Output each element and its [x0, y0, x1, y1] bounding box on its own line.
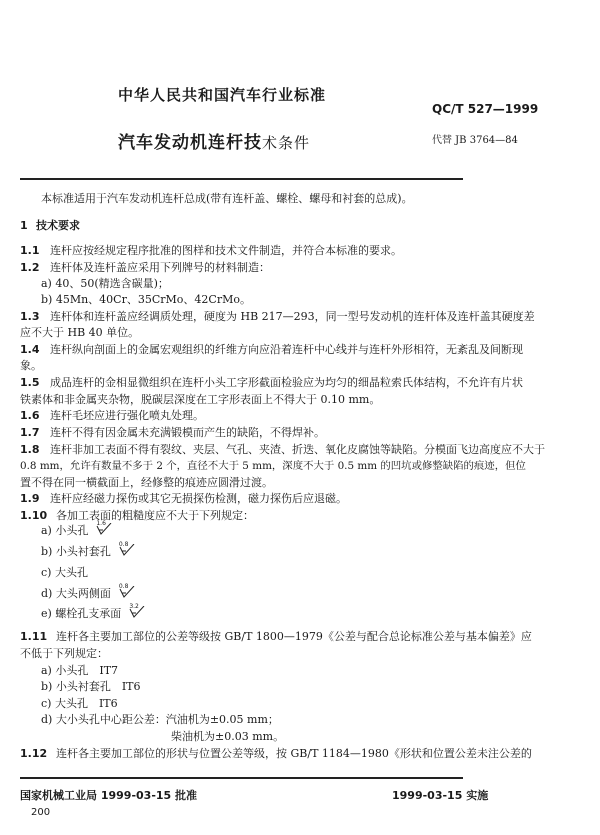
clause-1-3-cont: 应不大于 HB 40 单位。 [20, 326, 140, 339]
roughness-item [41, 541, 135, 559]
clause-number: 1.11 [20, 630, 48, 643]
clause-1-9 [20, 492, 347, 506]
clause-number: 1.1 [20, 244, 40, 257]
clause-1-11-b: b) 小头衬套孔 IT6 [41, 680, 141, 693]
clause-text: 连杆体和连杆盖应经调质处理，硬度为 HB 217—293，同一型号发动机的连杆体及连杆盖其硬度差 [50, 310, 535, 323]
roughness-value: 0.8 [118, 583, 129, 590]
standard-org-heading: 中华人民共和国汽车行业标准 [118, 86, 327, 104]
clause-text: 连杆应按经规定程序批准的图样和技术文件制造，并符合本标准的要求。 [50, 244, 402, 257]
title-bold: 汽车发动机连杆技 [118, 133, 262, 153]
clause-text: 连杆体及连杆盖应采用下列牌号的材料制造： [50, 261, 270, 274]
roughness-item-label: b) 小头衬套孔 [41, 545, 111, 558]
clause-1-11-d: d) 大小头孔中心距公差：汽油机为±0.05 mm； [41, 713, 279, 726]
roughness-item [41, 566, 88, 580]
document-title [118, 128, 310, 153]
replaces-note: 代替 JB 3764—84 [432, 135, 518, 146]
roughness-item [41, 520, 112, 538]
roughness-value: 1.6 [96, 520, 106, 527]
clause-1-1 [20, 244, 402, 258]
intro-paragraph: 本标准适用于汽车发动机连杆总成(带有连杆盖、螺栓、螺母和衬套的总成)。 [41, 192, 413, 205]
clause-1-11-c: c) 大头孔 IT6 [41, 697, 118, 710]
roughness-value: 3.2 [129, 603, 139, 610]
clause-text: 连杆非加工表面不得有裂纹、夹层、气孔、夹渣、折迭、氧化皮腐蚀等缺陷。分模面飞边高度应不大于 [50, 443, 545, 456]
clause-1-7 [20, 426, 325, 440]
clause-1-8 [20, 443, 545, 457]
effective-date: 1999-03-15 实施 [392, 789, 489, 802]
clause-text: 连杆各主要加工部位的公差等级按 GB/T 1800—1979《公差与配合总论标准公差与基本偏差》应 [56, 630, 532, 643]
clause-1-8-cont: 0.8 mm，允许有数量不多于 2 个，直径不大于 5 mm，深度不大于 0.5 mm 的凹坑或修整缺陷的痕迹，但位 [20, 460, 526, 472]
clause-1-2 [20, 261, 270, 275]
clause-number: 1.7 [20, 426, 40, 439]
clause-1-11-a: a) 小头孔 IT7 [41, 664, 119, 677]
section-title: 技术要求 [36, 219, 80, 232]
clause-1-5-cont: 铁素体和非金属夹杂物，脱碳层深度在工字形表面上不得大于 0.10 mm。 [20, 393, 381, 406]
standard-code: QC/T 527—1999 [432, 102, 539, 116]
clause-1-11-cont: 不低于下列规定： [20, 647, 108, 660]
clause-1-4-cont: 象。 [20, 359, 42, 372]
clause-number: 1.12 [20, 747, 48, 760]
clause-1-12 [20, 747, 532, 761]
clause-text: 连杆应经磁力探伤或其它无损探伤检测，磁力探伤后应退磁。 [50, 492, 347, 505]
roughness-value: 0.8 [118, 541, 129, 548]
roughness-item-label: e) 螺栓孔支承面 [41, 607, 122, 620]
clause-1-3 [20, 310, 535, 324]
roughness-item-label: a) 小头孔 [41, 524, 89, 537]
clause-number: 1.2 [20, 261, 40, 274]
roughness-item-label: c) 大头孔 [41, 566, 88, 579]
clause-text: 连杆不得有因金属未充满锻模而产生的缺陷，不得焊补。 [50, 426, 325, 439]
clause-text: 连杆纵向剖面上的金属宏观组织的纤维方向应沿着连杆中心线并与连杆外形相符，无紊乱及间断现 [50, 343, 523, 356]
title-rest: 术条件 [262, 134, 311, 152]
clause-1-2-b: b) 45Mn、40Cr、35CrMo、42CrMo。 [41, 293, 251, 306]
clause-text: 连杆各主要加工部位的形状与位置公差等级，按 GB/T 1184—1980《形状和位置公差未注公差的 [56, 747, 532, 760]
roughness-item [41, 603, 145, 621]
page-number: 200 [31, 807, 51, 818]
clause-number: 1.8 [20, 443, 40, 456]
top-rule [20, 178, 463, 180]
clause-1-5 [20, 376, 523, 390]
clause-1-11-d-cont: 柴油机为±0.03 mm。 [171, 730, 285, 743]
surface-roughness-icon [119, 540, 135, 554]
clause-1-10 [20, 509, 254, 523]
clause-1-8-cont2: 置不得在同一横截面上，经修整的痕迹应圆滑过渡。 [20, 476, 273, 489]
roughness-item-label: d) 大头两侧面 [41, 587, 111, 600]
clause-number: 1.10 [20, 509, 48, 522]
surface-roughness-icon [129, 602, 145, 616]
clause-number: 1.4 [20, 343, 40, 356]
clause-1-6 [20, 409, 204, 423]
clause-1-2-a: a) 40、50(精选含碳量)； [41, 277, 169, 290]
clause-1-4 [20, 343, 523, 357]
clause-number: 1.5 [20, 376, 40, 389]
clause-number: 1.6 [20, 409, 40, 422]
approval-note: 国家机械工业局 1999-03-15 批准 [20, 789, 198, 802]
surface-roughness-icon [119, 582, 135, 596]
section-number: 1 [20, 219, 28, 232]
clause-text: 成品连杆的金相显微组织在连杆小头工字形截面检验应为均匀的细晶粒索氏体结构，不允许有片状 [50, 376, 523, 389]
clause-1-11 [20, 630, 532, 644]
clause-text: 各加工表面的粗糙度应不大于下列规定： [56, 509, 254, 522]
clause-number: 1.9 [20, 492, 40, 505]
roughness-item [41, 583, 135, 601]
section-heading [20, 219, 80, 233]
clause-number: 1.3 [20, 310, 40, 323]
bottom-rule [20, 777, 463, 779]
surface-roughness-icon [96, 519, 112, 533]
clause-text: 连杆毛坯应进行强化喷丸处理。 [50, 409, 204, 422]
